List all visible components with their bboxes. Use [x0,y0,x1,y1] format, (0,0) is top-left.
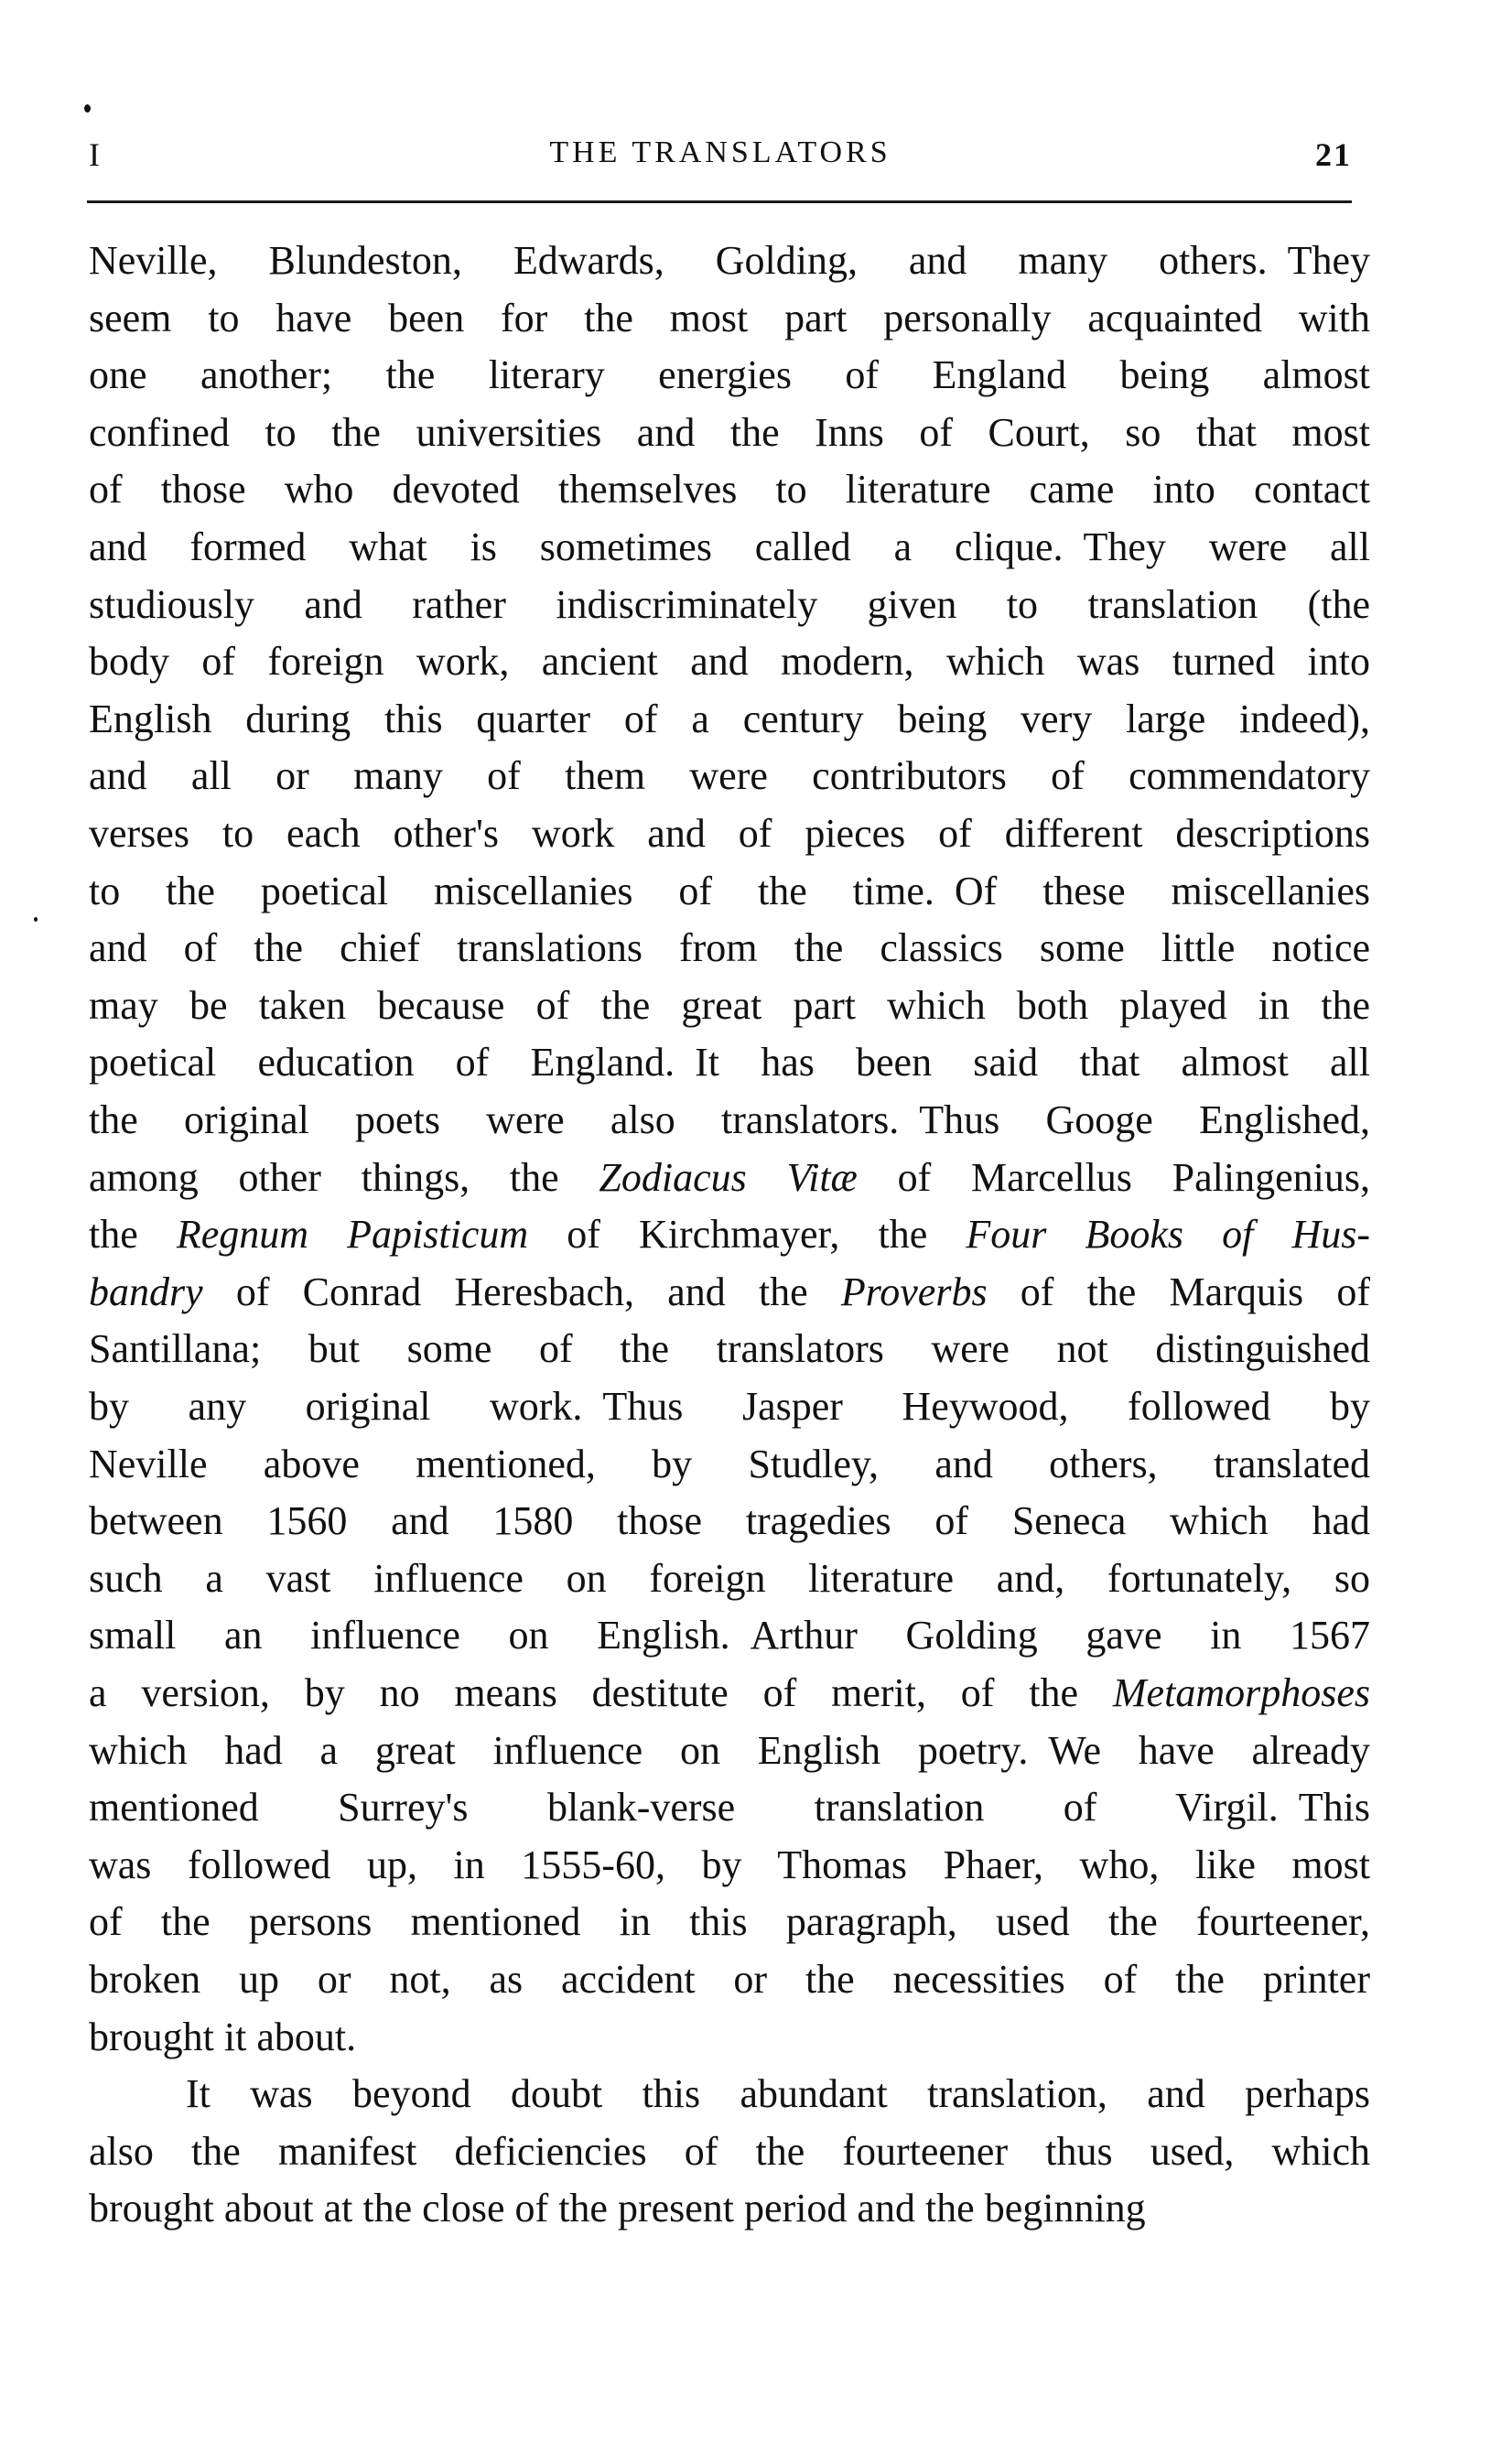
text-line: brought about at the close of the present period and the beginning [89,2186,1146,2231]
text-line: Santillana; but some of the translators were not distinguished [89,1326,1370,1372]
page-number: 21 [1315,136,1352,173]
text-line: to the poetical miscellanies of the time. Of these miscellanies [89,868,1370,913]
text-line: broken up or not, as accident or the necessities of the printer [89,1957,1370,2002]
text-line: Neville above mentioned, by Studley, and others, translated [89,1441,1370,1486]
text-line: poetical education of England. It has been said that almost all [89,1040,1370,1086]
text-line: small an influence on English. Arthur Golding gave in 1567 [89,1613,1370,1658]
text-line: by any original work. Thus Jasper Heywood, followed by [89,1384,1370,1429]
text-line: among other things, the Zodiacus Vitæ of Marcellus Palingenius, [89,1154,1370,1200]
text-line: It was beyond doubt this abundant translation, and perhaps [186,2071,1370,2117]
text-line: mentioned Surrey's blank-verse translation of Virgil. This [89,1785,1370,1831]
italic-title: Proverbs [840,1269,988,1314]
italic-title: Regnum Papisticum [176,1212,529,1258]
text-line: one another; the literary energies of England being almost [89,352,1370,398]
text-line: may be taken because of the great part which both played in the [89,982,1370,1028]
text-line: between 1560 and 1580 those tragedies of Seneca which had [89,1498,1370,1544]
text-line: seem to have been for the most part personally acquainted with [89,295,1370,340]
text-line: verses to each other's work and of pieces of different descriptions [89,811,1370,856]
chapter-number: I [89,136,100,173]
text-line: Neville, Blundeston, Edwards, Golding, and many others. They [89,238,1370,283]
text-line: and formed what is sometimes called a clique. They were all [89,524,1370,569]
text-line: of the persons mentioned in this paragraph, used the fourteener, [89,1899,1370,1945]
text-line: English during this quarter of a century being very large indeed), [89,696,1370,741]
text-line: a version, by no means destitute of merit, of the Metamorphoses [89,1670,1370,1715]
text-line: such a vast influence on foreign literature and, fortunately, so [89,1555,1370,1601]
text-line: was followed up, in 1555-60, by Thomas Phaer, who, like most [89,1842,1370,1887]
text-line: the Regnum Papisticum of Kirchmayer, the Four Books of Hus- [89,1212,1370,1258]
text-line: brought it about. [89,2014,357,2059]
print-speck-margin [34,917,38,922]
italic-title: bandry [89,1269,203,1314]
italic-title: Four Books of Hus- [966,1212,1370,1258]
text-line: and all or many of them were contributors of commendatory [89,753,1370,799]
italic-title: Metamorphoses [1112,1670,1370,1715]
text-line: bandry of Conrad Heresbach, and the Proverbs of the Marquis of [89,1269,1370,1314]
text-line: confined to the universities and the Inns of Court, so that most [89,409,1370,455]
print-speck-top [84,104,91,113]
text-line: also the manifest deficiencies of the fourteener thus used, which [89,2128,1370,2174]
text-line: and of the chief translations from the classics some little notice [89,925,1370,971]
text-line: the original poets were also translators. Thus Googe Englished, [89,1097,1370,1142]
text-line: which had a great influence on English poetry. We have already [89,1727,1370,1773]
text-line: body of foreign work, ancient and modern, which was turned into [89,639,1370,685]
running-head [89,128,1352,174]
italic-title: Zodiacus Vitæ [599,1154,858,1200]
text-line: of those who devoted themselves to literature came into contact [89,467,1370,513]
header-rule [87,200,1352,203]
running-title: THE TRANSLATORS [549,135,891,169]
text-line: studiously and rather indiscriminately given to translation (the [89,581,1370,627]
